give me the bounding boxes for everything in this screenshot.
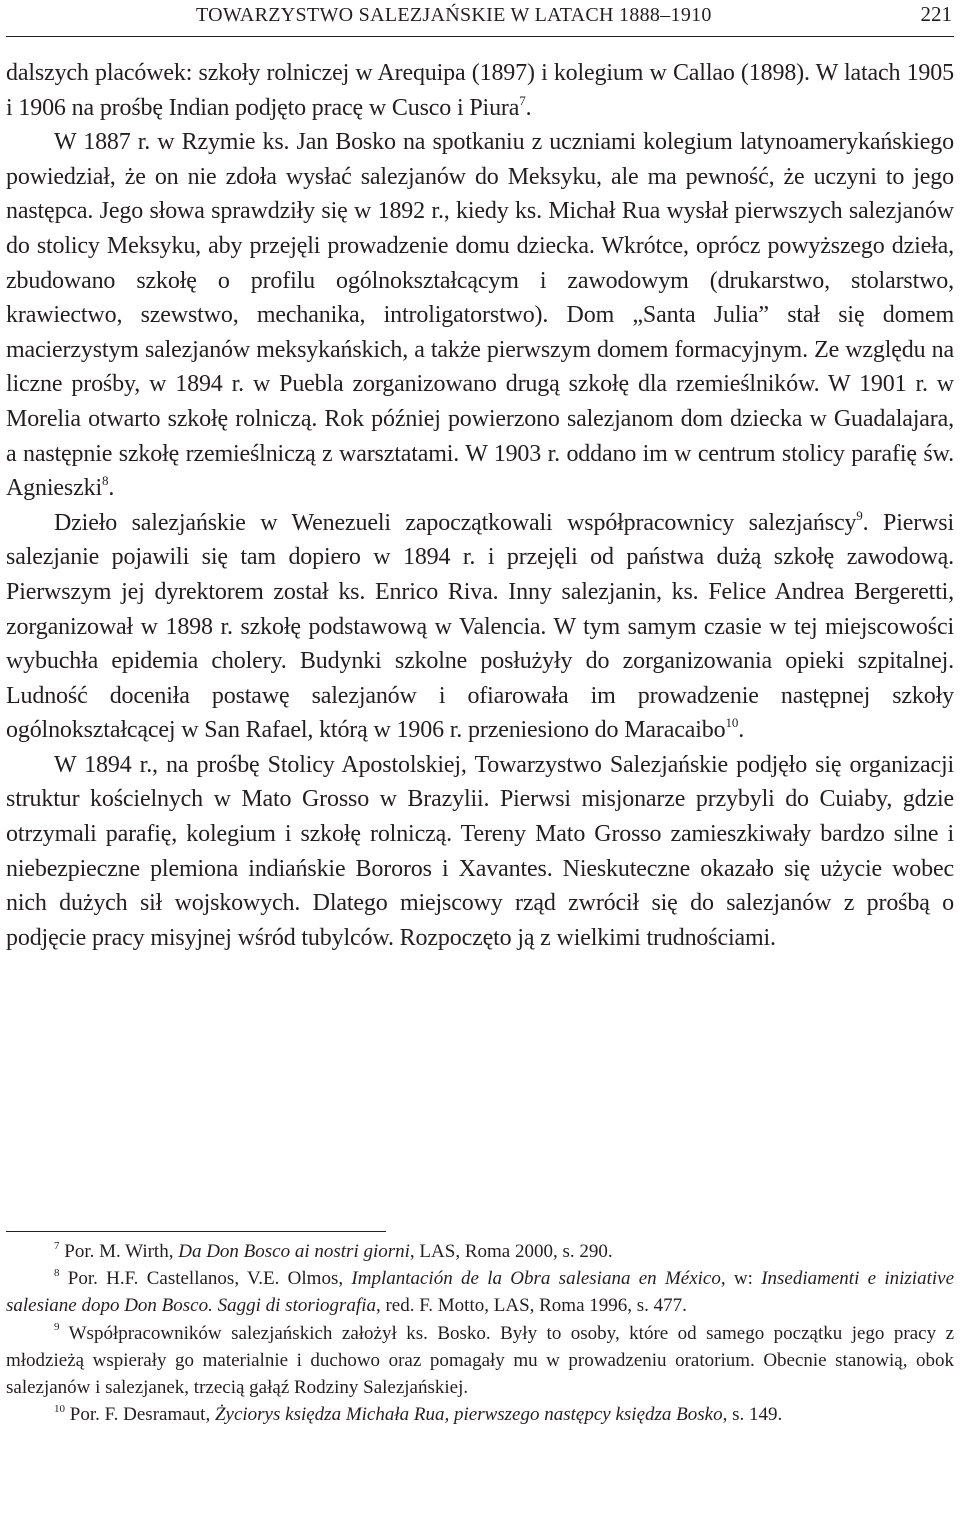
main-text — [6, 56, 954, 955]
footnote-text: Współpracowników salezjańskich założył ks. Bosko. Były to osoby, które od samego początku jego pracy z młodzieżą wspierały go materialnie i duchowo oraz pomagały mu w prowadzeniu oratorium. Obecnie stanowią, obok salezjanów i salezjanek, trzecią gałąź Rodziny Salezjańskiej. — [6, 1322, 954, 1399]
paragraph-text: W 1894 r., na prośbę Stolicy Apostolskiej, Towarzystwo Salezjańskie podjęło się organizacji struktur kościelnych w Mato Grosso w Brazylii. Pierwsi misjonarze przybyli do Cuiaby, gdzie otrzymali parafię, kolegium i szkołę rolniczą. Tereny Mato Grosso zamieszkiwały bardzo silne i niebezpieczne plemiona indiańskie Bororos i Xavantes. Nieskuteczne okazało się użycie wobec nich dużych sił wojskowych. Dlatego miejscowy rząd zwrócił się do salezjanów z prośbą o podjęcie pracy misyjnej wśród tubylców. Rozpoczęto ją z wielkimi trudnościami. — [6, 751, 954, 951]
footnote-title: Życiorys księdza Michała Rua, pierwszego następcy księdza Bosko — [214, 1404, 723, 1426]
footnote-number: 10 — [54, 1402, 65, 1415]
footnote-text: , red. F. Motto, LAS, Roma 1996, s. 477. — [375, 1295, 687, 1317]
footnote-number: 9 — [54, 1321, 60, 1334]
footnote-number: 7 — [54, 1239, 60, 1252]
footnote-7 — [6, 1238, 954, 1265]
footnote-title: Da Don Bosco ai nostri giorni — [178, 1241, 410, 1262]
paragraph-text: . — [738, 717, 745, 744]
running-title: TOWARZYSTWO SALEZJAŃSKIE W LATACH 1888–1910 — [196, 4, 712, 26]
footnote-8 — [6, 1265, 954, 1319]
paragraph-text: . Pierwsi salezjanie pojawili się tam dopiero w 1894 r. i przejęli od państwa dużą szkołę zawodową. Pierwszym jej dyrektorem został ks. Enrico Riva. Inny salezjanin, ks. Felice Andrea Bergeretti, zorganizował w 1898 r. szkołę podstawową w Valencia. W tym samym czasie w tej miejscowości wybuchła epidemia cholery. Budynki szkolne posłużyły do zorganizowania opieki szpitalnej. Ludność doceniła postawę salezjanów i ofiarowała im prowadzenie następnej szkoły ogólnokształcącej w San Rafael, którą w 1906 r. przeniesiono do Maracaibo — [6, 509, 954, 744]
footnote-separator — [6, 1231, 386, 1232]
paragraph-text: . — [108, 475, 115, 502]
paragraph-text: W 1887 r. w Rzymie ks. Jan Bosko na spotkaniu z uczniami kolegium latynoamerykańskiego powiedział, że on nie zdoła wysłać salezjanów do Meksyku, ale ma pewność, że uczyni to jego następca. Jego słowa sprawdziły się w 1892 r., kiedy ks. Michał Rua wysłał pierwszych salezjanów do stolicy Meksyku, aby przejęli prowadzenie domu dziecka. Wkrótce, oprócz powyższego dzieła, zbudowano szkołę o profilu ogólnokształcącym i zawodowym (drukarstwo, stolarstwo, krawiectwo, szewstwo, mechanika, introligatorstwo). Dom „Santa Julia” stał się domem macierzystym salezjanów meksykańskich, a także pierwszym domem formacyjnym. Ze względu na liczne prośby, w 1894 r. w Puebla zorganizowano drugą szkołę dla rzemieślników. W 1901 r. w Morelia otwarto szkołę rolniczą. Rok później powierzono salezjanom dom dziecka w Guadalajara, a następnie szkołę rzemieślniczą z warsztatami. W 1903 r. oddano im w centrum stolicy parafię św. Agnieszki — [6, 129, 954, 502]
footnote-title: Implantación de la Obra salesiana en México — [351, 1268, 721, 1290]
footnotes — [6, 1238, 954, 1428]
paragraph-mexico — [6, 125, 954, 506]
footnote-title: Insediamenti e iniziative salesiane dopo Don Bosco. Saggi di storiografia — [6, 1268, 955, 1317]
footnote-9 — [6, 1320, 954, 1402]
footnote-ref: 9 — [856, 507, 863, 523]
paragraph-text: Dzieło salezjańskie w Wenezueli zapoczątkowali współpracownicy salezjańscy — [54, 509, 857, 536]
footnote-text: , LAS, Roma 2000, s. 290. — [409, 1241, 613, 1262]
footnote-number: 8 — [54, 1266, 60, 1279]
footnote-text: Por. M. Wirth, — [59, 1241, 179, 1262]
paragraph-peru — [6, 56, 954, 125]
page-number: 221 — [920, 2, 952, 26]
paragraph-text: . — [525, 94, 532, 121]
running-header — [6, 0, 954, 37]
footnote-text: , w: — [720, 1268, 762, 1290]
paragraph-venezuela — [6, 506, 954, 748]
paragraph-brazil — [6, 748, 954, 956]
paragraph-text: dalszych placówek: szkoły rolniczej w Arequipa (1897) i kolegium w Callao (1898). W latach 1905 i 1906 na prośbę Indian podjęto pracę w Cusco i Piura — [6, 60, 954, 121]
footnote-ref: 8 — [101, 473, 109, 489]
footnote-ref: 7 — [519, 92, 526, 108]
footnote-10 — [6, 1401, 954, 1428]
footnote-text: Por. F. Desramaut, — [65, 1404, 215, 1426]
footnote-text: , s. 149. — [722, 1404, 783, 1426]
footnote-text: Por. H.F. Castellanos, V.E. Olmos, — [59, 1268, 352, 1290]
footnote-ref: 10 — [725, 715, 739, 731]
